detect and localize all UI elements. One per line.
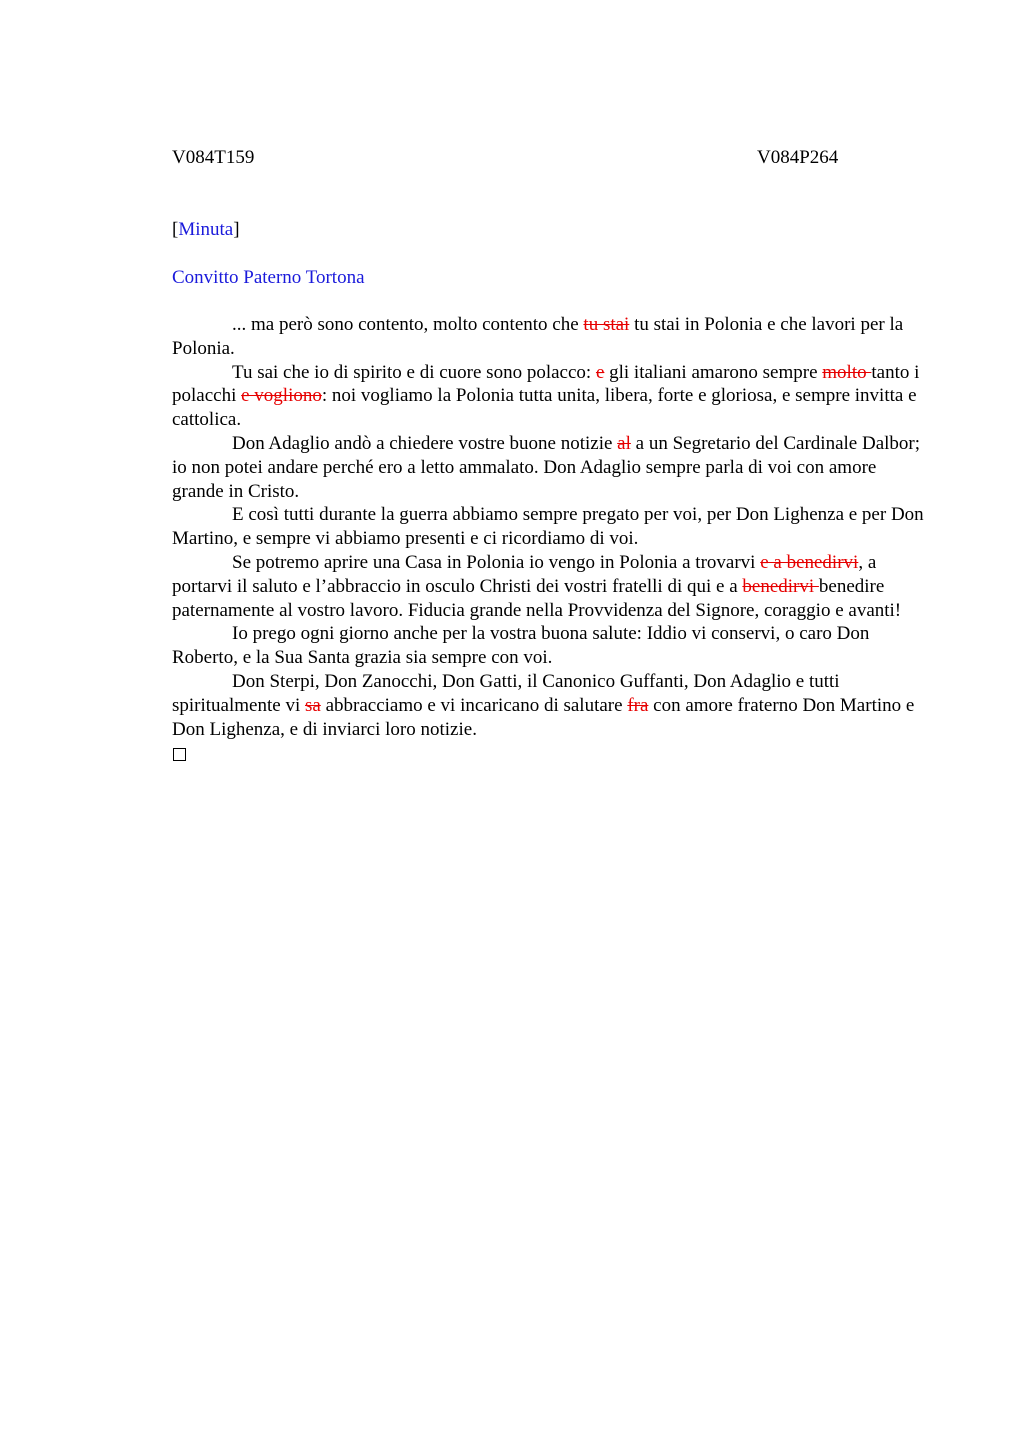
volume-text-code: V084T159 — [172, 147, 255, 168]
letter-paragraph — [172, 361, 928, 432]
paragraph-text: ... ma però sono contento, molto contento che — [232, 314, 584, 335]
close-bracket: ] — [233, 219, 240, 240]
deleted-text: fra — [627, 694, 649, 716]
paragraph-text: Se potremo aprire una Casa in Polonia io vengo in Polonia a trovarvi — [232, 551, 761, 573]
document-type-label — [172, 218, 240, 242]
volume-page-code: V084P264 — [757, 147, 839, 168]
deleted-text: benedirvi — [742, 575, 819, 597]
paragraph-text: benedire paternamente al vostro lavoro. Fiducia grande nella Provvidenza del Signore, coraggio e avanti! — [172, 575, 902, 621]
paragraph-text: tanto i polacchi — [172, 361, 920, 407]
deleted-text: sa — [304, 694, 321, 716]
paragraph-text: con amore fraterno Don Martino e Don Lighenza, e di inviarci loro notizie. — [172, 694, 915, 740]
paragraph-text: E così tutti durante la guerra abbiamo sempre pregato per voi, per Don Lighenza e per Don Martino, e sempre vi abbiamo presenti e ci ricordiamo di voi. — [172, 504, 924, 550]
letter-paragraph — [172, 503, 928, 551]
letter-paragraph — [172, 551, 928, 622]
deleted-text: al — [617, 432, 631, 454]
paragraph-text: gli italiani amarono sempre — [604, 361, 823, 383]
paragraph-text: Tu sai che io di spirito e di cuore sono polacco: — [232, 361, 596, 383]
end-marker-icon — [173, 748, 186, 761]
deleted-text: tu stai — [583, 314, 630, 335]
letter-paragraph — [172, 313, 928, 361]
deleted-text: e vogliono — [241, 385, 322, 407]
open-bracket: [ — [172, 219, 179, 240]
deleted-text: e a benedirvi — [760, 551, 859, 573]
paragraph-text: , a portarvi il saluto e l’abbraccio in osculo Christi dei vostri fratelli di qui e a — [172, 551, 877, 597]
document-type-text: Minuta — [178, 219, 234, 240]
paragraph-text: abbracciamo e vi incaricano di salutare — [320, 694, 628, 716]
deleted-text: e — [595, 361, 605, 383]
deleted-text: molto — [822, 361, 872, 383]
paragraph-text: tu stai in Polonia e che lavori per la Polonia. — [172, 314, 904, 359]
letter-paragraph — [172, 622, 928, 670]
letter-body — [172, 313, 928, 761]
paragraph-text: : noi vogliamo la Polonia tutta unita, libera, forte e gloriosa, e sempre invitta e cattolica. — [172, 385, 917, 431]
paragraph-text: Io prego ogni giorno anche per la vostra buona salute: Iddio vi conservi, o caro Don Roberto, e la Sua Santa grazia sia sempre con voi. — [172, 623, 870, 669]
letter-heading: Convitto Paterno Tortona — [172, 267, 365, 288]
letter-paragraph — [172, 670, 928, 741]
paragraph-text: Don Adaglio andò a chiedere vostre buone notizie — [232, 432, 618, 454]
letter-paragraph — [172, 432, 928, 503]
paragraph-text: a un Segretario del Cardinale Dalbor; io non potei andare perché ero a letto ammalato. Don Adaglio sempre parla di voi con amore grande in Cristo. — [172, 432, 921, 502]
paragraph-text: Don Sterpi, Don Zanocchi, Don Gatti, il Canonico Guffanti, Don Adaglio e tutti spiritualmente vi — [172, 670, 840, 716]
